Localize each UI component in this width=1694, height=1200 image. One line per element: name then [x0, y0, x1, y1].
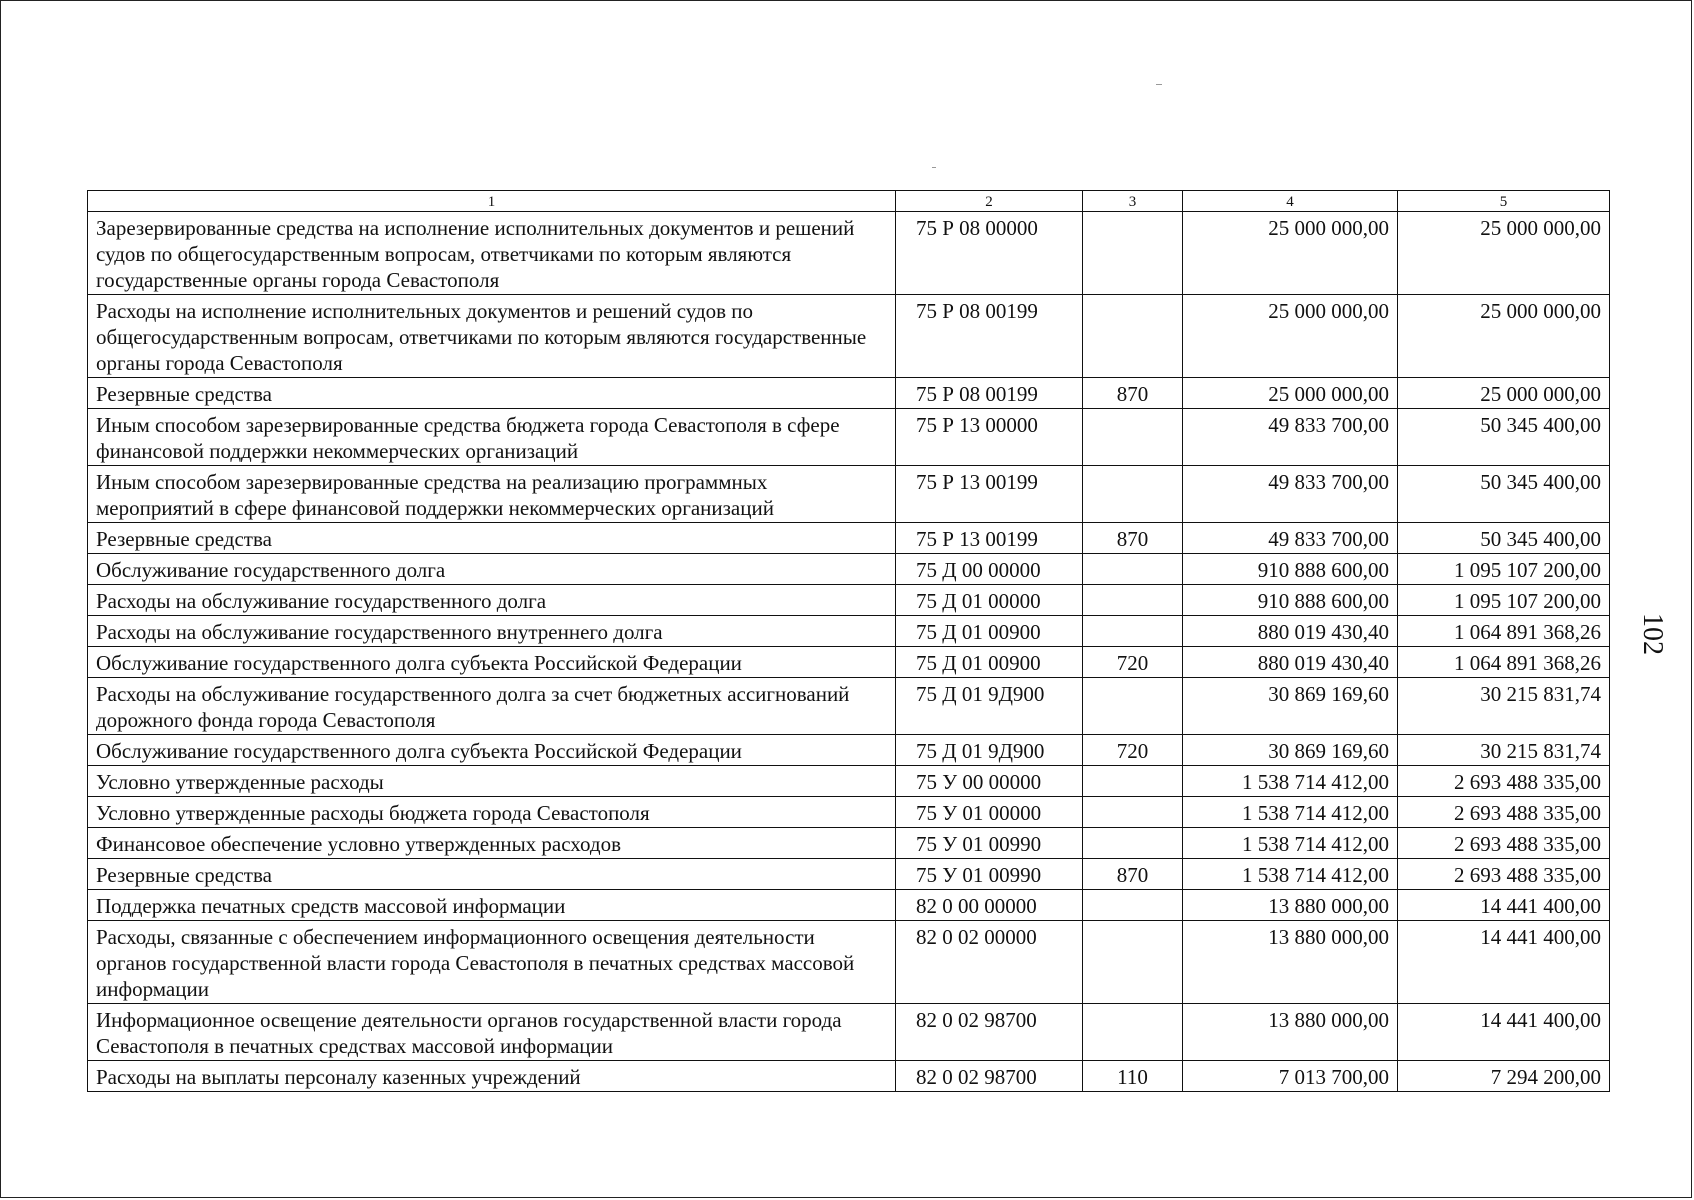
row-name-cell: Обслуживание государственного долга субъекта Российской Федерации [88, 735, 896, 766]
row-name-cell: Расходы, связанные с обеспечением информационного освещения деятельности органов государственной власти города Севастополя в печатных средствах массовой информации [88, 921, 896, 1004]
column-number-row [88, 191, 1610, 212]
row-code-cell: 75 Р 08 00199 [896, 295, 1083, 378]
table-row [88, 1061, 1610, 1092]
row-type-cell: 870 [1083, 378, 1183, 409]
row-value-year2-cell: 2 693 488 335,00 [1398, 797, 1610, 828]
row-name-cell: Обслуживание государственного долга [88, 554, 896, 585]
row-value-year2-cell: 25 000 000,00 [1398, 212, 1610, 295]
row-value-year2-cell: 50 345 400,00 [1398, 523, 1610, 554]
row-value-year1-cell: 25 000 000,00 [1183, 212, 1398, 295]
row-value-year1-cell: 1 538 714 412,00 [1183, 766, 1398, 797]
row-value-year2-cell: 30 215 831,74 [1398, 678, 1610, 735]
table-row [88, 378, 1610, 409]
row-name-cell: Обслуживание государственного долга субъекта Российской Федерации [88, 647, 896, 678]
table-body [88, 191, 1610, 1092]
row-value-year2-cell: 2 693 488 335,00 [1398, 766, 1610, 797]
column-number: 1 [88, 191, 896, 212]
table-row [88, 409, 1610, 466]
row-value-year2-cell: 2 693 488 335,00 [1398, 828, 1610, 859]
row-code-cell: 82 0 00 00000 [896, 890, 1083, 921]
row-value-year1-cell: 49 833 700,00 [1183, 523, 1398, 554]
row-type-cell [1083, 466, 1183, 523]
table-row [88, 735, 1610, 766]
row-type-cell [1083, 890, 1183, 921]
table-row [88, 212, 1610, 295]
row-name-cell: Зарезервированные средства на исполнение исполнительных документов и решений судов по общегосударственным вопросам, ответчиками по которым являются государственные органы города Севастополя [88, 212, 896, 295]
row-code-cell: 75 У 00 00000 [896, 766, 1083, 797]
budget-table [87, 190, 1610, 1092]
row-type-cell: 870 [1083, 523, 1183, 554]
table-row [88, 466, 1610, 523]
table-row [88, 921, 1610, 1004]
row-value-year1-cell: 49 833 700,00 [1183, 466, 1398, 523]
row-name-cell: Расходы на исполнение исполнительных документов и решений судов по общегосударственным вопросам, ответчиками по которым являются государственные органы города Севастополя [88, 295, 896, 378]
row-value-year1-cell: 30 869 169,60 [1183, 678, 1398, 735]
row-type-cell [1083, 921, 1183, 1004]
row-code-cell: 75 У 01 00990 [896, 859, 1083, 890]
row-name-cell: Условно утвержденные расходы бюджета города Севастополя [88, 797, 896, 828]
row-value-year2-cell: 2 693 488 335,00 [1398, 859, 1610, 890]
row-value-year2-cell: 25 000 000,00 [1398, 378, 1610, 409]
row-value-year2-cell: 1 064 891 368,26 [1398, 647, 1610, 678]
scan-speck [932, 167, 936, 168]
column-number: 4 [1183, 191, 1398, 212]
table-row [88, 554, 1610, 585]
row-value-year2-cell: 1 095 107 200,00 [1398, 554, 1610, 585]
row-type-cell [1083, 828, 1183, 859]
row-type-cell [1083, 616, 1183, 647]
row-code-cell: 75 У 01 00990 [896, 828, 1083, 859]
row-value-year2-cell: 25 000 000,00 [1398, 295, 1610, 378]
row-name-cell: Финансовое обеспечение условно утвержденных расходов [88, 828, 896, 859]
table-row [88, 766, 1610, 797]
table-row [88, 678, 1610, 735]
row-code-cell: 75 Д 01 00900 [896, 616, 1083, 647]
row-type-cell: 720 [1083, 735, 1183, 766]
row-value-year1-cell: 49 833 700,00 [1183, 409, 1398, 466]
row-name-cell: Расходы на обслуживание государственного долга [88, 585, 896, 616]
row-type-cell [1083, 212, 1183, 295]
row-name-cell: Резервные средства [88, 859, 896, 890]
row-value-year1-cell: 30 869 169,60 [1183, 735, 1398, 766]
row-value-year1-cell: 910 888 600,00 [1183, 585, 1398, 616]
row-value-year1-cell: 25 000 000,00 [1183, 378, 1398, 409]
row-code-cell: 75 У 01 00000 [896, 797, 1083, 828]
row-value-year1-cell: 1 538 714 412,00 [1183, 859, 1398, 890]
row-name-cell: Резервные средства [88, 523, 896, 554]
row-value-year1-cell: 1 538 714 412,00 [1183, 828, 1398, 859]
row-value-year1-cell: 1 538 714 412,00 [1183, 797, 1398, 828]
column-number: 3 [1083, 191, 1183, 212]
row-value-year2-cell: 7 294 200,00 [1398, 1061, 1610, 1092]
row-name-cell: Поддержка печатных средств массовой информации [88, 890, 896, 921]
row-type-cell [1083, 585, 1183, 616]
row-value-year2-cell: 50 345 400,00 [1398, 409, 1610, 466]
row-code-cell: 82 0 02 00000 [896, 921, 1083, 1004]
row-value-year2-cell: 1 095 107 200,00 [1398, 585, 1610, 616]
row-type-cell: 110 [1083, 1061, 1183, 1092]
scan-speck [1156, 84, 1162, 85]
table-row [88, 828, 1610, 859]
row-type-cell: 720 [1083, 647, 1183, 678]
row-type-cell [1083, 295, 1183, 378]
row-name-cell: Расходы на обслуживание государственного внутреннего долга [88, 616, 896, 647]
row-name-cell: Иным способом зарезервированные средства бюджета города Севастополя в сфере финансовой поддержки некоммерческих организаций [88, 409, 896, 466]
row-code-cell: 75 Р 08 00199 [896, 378, 1083, 409]
row-type-cell [1083, 797, 1183, 828]
table-row [88, 523, 1610, 554]
table-row [88, 647, 1610, 678]
row-type-cell: 870 [1083, 859, 1183, 890]
row-name-cell: Расходы на выплаты персоналу казенных учреждений [88, 1061, 896, 1092]
column-number: 2 [896, 191, 1083, 212]
row-value-year1-cell: 13 880 000,00 [1183, 921, 1398, 1004]
row-value-year2-cell: 14 441 400,00 [1398, 921, 1610, 1004]
table-row [88, 585, 1610, 616]
row-value-year2-cell: 14 441 400,00 [1398, 1004, 1610, 1061]
table-row [88, 890, 1610, 921]
table-row [88, 797, 1610, 828]
row-code-cell: 75 Р 13 00199 [896, 466, 1083, 523]
row-code-cell: 75 Д 01 00900 [896, 647, 1083, 678]
row-type-cell [1083, 678, 1183, 735]
page-number: 102 [1637, 613, 1668, 655]
row-value-year2-cell: 30 215 831,74 [1398, 735, 1610, 766]
row-code-cell: 75 Д 01 9Д900 [896, 735, 1083, 766]
table-row [88, 616, 1610, 647]
row-name-cell: Расходы на обслуживание государственного долга за счет бюджетных ассигнований дорожного фонда города Севастополя [88, 678, 896, 735]
row-value-year1-cell: 25 000 000,00 [1183, 295, 1398, 378]
row-value-year1-cell: 880 019 430,40 [1183, 616, 1398, 647]
row-value-year1-cell: 13 880 000,00 [1183, 890, 1398, 921]
row-value-year2-cell: 1 064 891 368,26 [1398, 616, 1610, 647]
row-code-cell: 75 Р 13 00199 [896, 523, 1083, 554]
row-code-cell: 75 Р 08 00000 [896, 212, 1083, 295]
row-code-cell: 75 Д 01 9Д900 [896, 678, 1083, 735]
table-row [88, 859, 1610, 890]
row-code-cell: 82 0 02 98700 [896, 1004, 1083, 1061]
row-code-cell: 75 Д 00 00000 [896, 554, 1083, 585]
row-code-cell: 75 Р 13 00000 [896, 409, 1083, 466]
row-type-cell [1083, 409, 1183, 466]
row-name-cell: Условно утвержденные расходы [88, 766, 896, 797]
table-row [88, 1004, 1610, 1061]
row-type-cell [1083, 766, 1183, 797]
row-code-cell: 82 0 02 98700 [896, 1061, 1083, 1092]
row-type-cell [1083, 554, 1183, 585]
row-type-cell [1083, 1004, 1183, 1061]
row-value-year1-cell: 910 888 600,00 [1183, 554, 1398, 585]
row-value-year1-cell: 880 019 430,40 [1183, 647, 1398, 678]
row-name-cell: Иным способом зарезервированные средства на реализацию программных мероприятий в сфере финансовой поддержки некоммерческих организаций [88, 466, 896, 523]
row-name-cell: Информационное освещение деятельности органов государственной власти города Севастополя в печатных средствах массовой информации [88, 1004, 896, 1061]
row-code-cell: 75 Д 01 00000 [896, 585, 1083, 616]
row-name-cell: Резервные средства [88, 378, 896, 409]
row-value-year1-cell: 7 013 700,00 [1183, 1061, 1398, 1092]
row-value-year2-cell: 50 345 400,00 [1398, 466, 1610, 523]
column-number: 5 [1398, 191, 1610, 212]
row-value-year2-cell: 14 441 400,00 [1398, 890, 1610, 921]
row-value-year1-cell: 13 880 000,00 [1183, 1004, 1398, 1061]
table-row [88, 295, 1610, 378]
